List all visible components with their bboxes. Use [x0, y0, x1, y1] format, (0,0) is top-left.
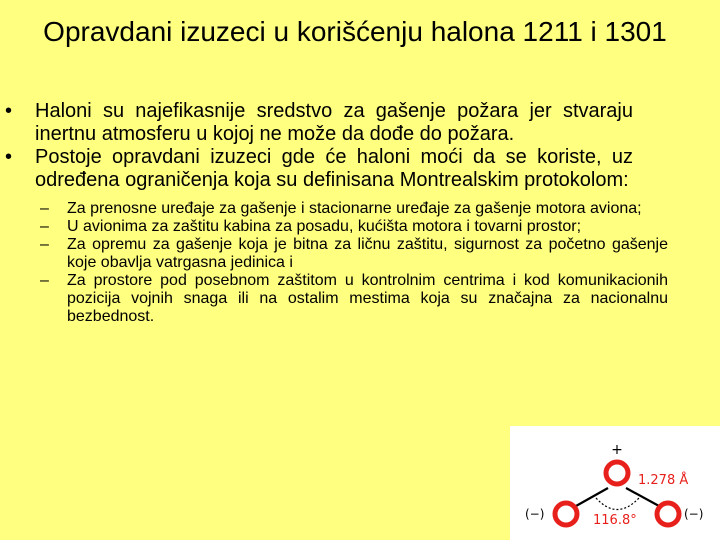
sub-bullet-item [35, 218, 668, 236]
charge-left-label: (−) [525, 507, 545, 521]
bond-length-label: 1.278 Å [638, 473, 689, 488]
oxygen-atom-right [657, 503, 679, 525]
bullet-list [0, 100, 720, 326]
sub-bullet-text: Za prostore pod posebnom zaštitom u kontrolnim centrima i kod komunikacionih pozicija vojnih snaga ili na ostalim mestima koja su značajna za nacionalnu bezbednost. [67, 272, 668, 325]
ozone-molecule-figure [510, 426, 720, 540]
angle-arc [596, 498, 639, 510]
bullet-text: Postoje opravdani izuzeci gde će haloni moći da se koriste, uz određena ograničenja koja su definisana Montrealskim protokolom: [35, 146, 633, 191]
bullet-item [0, 100, 633, 146]
bond-angle-label: 116.8° [593, 513, 637, 528]
charge-right-label: (−) [684, 507, 704, 521]
oxygen-atom-left [555, 503, 577, 525]
sub-bullet-item [35, 272, 668, 326]
sub-bullet-text: Za opremu za gašenje koja je bitna za ličnu zaštitu, sigurnost za početno gašenje koje obavlja vatrgasna jedinica i [67, 236, 668, 271]
bullet-text: Haloni su najefikasnije sredstvo za gašenje požara jer stvaraju inertnu atmosferu u kojoj ne može da dođe do požara. [35, 100, 633, 145]
sub-bullet-list [0, 200, 720, 326]
slide-title: Opravdani izuzeci u korišćenju halona 1211 i 1301 [43, 16, 667, 47]
charge-center-label: + [611, 442, 623, 458]
sub-bullet-text: U avionima za zaštitu kabina za posadu, kućišta motora i tovarni prostor; [67, 218, 582, 235]
bond-right [626, 488, 659, 506]
sub-bullet-item [35, 200, 668, 218]
sub-bullet-container [0, 200, 720, 326]
bullet-dot-icon: • [5, 100, 13, 122]
dash-icon: – [40, 200, 49, 217]
dash-icon: – [40, 236, 49, 253]
bullet-item [0, 146, 633, 192]
ozone-molecule-diagram [510, 426, 720, 540]
dash-icon: – [40, 272, 49, 289]
oxygen-atom-center [606, 462, 628, 484]
sub-bullet-text: Za prenosne uređaje za gašenje i stacionarne uređaje za gašenje motora aviona; [67, 200, 642, 217]
sub-bullet-item [35, 236, 668, 272]
bullet-dot-icon: • [5, 146, 13, 168]
bond-left [576, 488, 608, 506]
dash-icon: – [40, 218, 49, 235]
